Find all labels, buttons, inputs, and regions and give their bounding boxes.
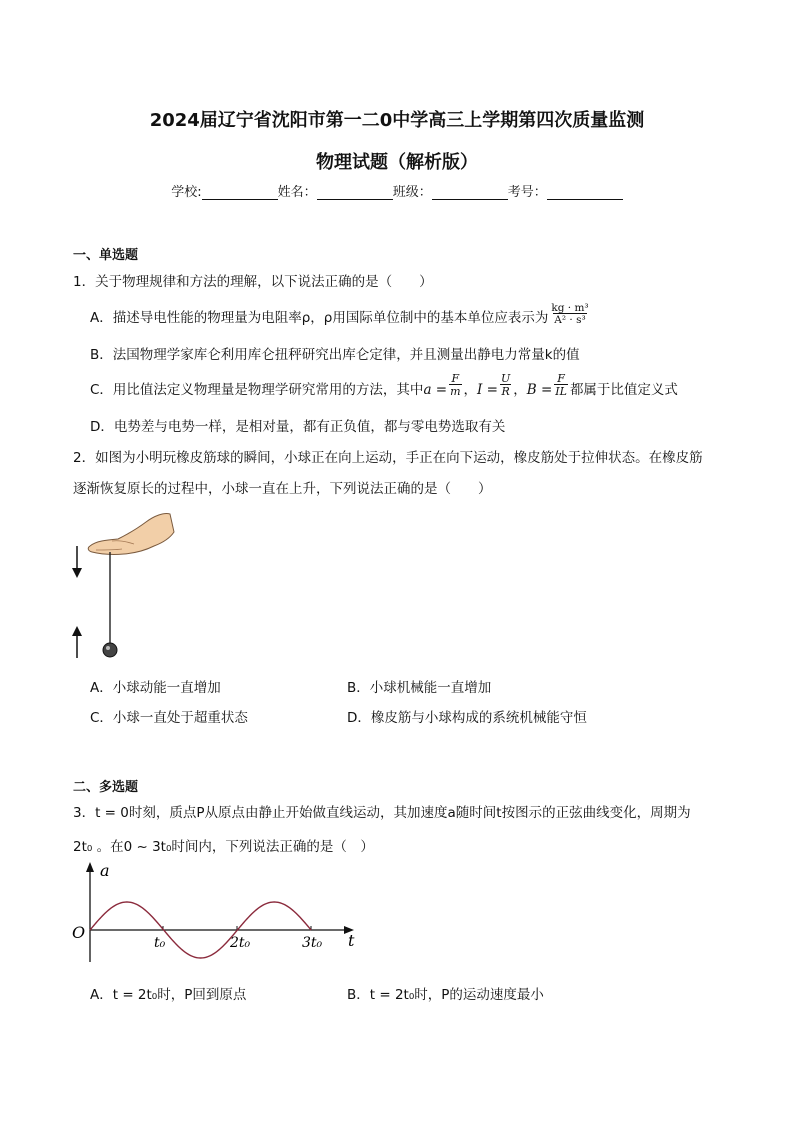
q1-option-b: B．法国物理学家库仑利用库仑扭秤研究出库仑定律，并且测量出静电力常量k的值: [90, 347, 580, 363]
q1-stem: 1．关于物理规律和方法的理解，以下说法正确的是（ ）: [73, 274, 433, 290]
q1-option-a-text: A．描述导电性能的物理量为电阻率ρ，ρ用国际单位制中的基本单位应表示为: [90, 310, 549, 326]
q2-option-d: D．橡皮筋与小球构成的系统机械能守恒: [347, 710, 587, 726]
tick-label-2t0: 2t₀: [230, 935, 251, 951]
rubber-ball-figure: [66, 510, 186, 665]
student-info-line: [0, 181, 794, 200]
y-axis-arrow-icon: [86, 862, 94, 872]
name-field[interactable]: [317, 185, 393, 200]
class-label: 班级：: [392, 185, 432, 200]
formula-b: $\frac{F}{IL}$: [555, 372, 567, 398]
tick-label-t0: t₀: [154, 935, 166, 951]
q3-stem-line2: 2t₀ 。在0 ~ 3t₀时间内，下列说法正确的是（ ）: [73, 839, 374, 855]
q3-option-a: A．t = 2t₀时，P回到原点: [90, 987, 247, 1003]
number-field[interactable]: [547, 185, 623, 200]
q1-option-d: D．电势差与电势一样，是相对量，都有正负值，都与零电势选取有关: [90, 419, 506, 435]
q2-option-b: B．小球机械能一直增加: [347, 680, 492, 696]
tick-label-3t0: 3t₀: [302, 935, 323, 951]
section-heading-multiple: 二、多选题: [73, 780, 139, 795]
q2-stem-line2: 逐渐恢复原长的过程中，小球一直在上升，下列说法正确的是（ ）: [73, 481, 492, 497]
formula-a: $\frac{F}{m}$: [450, 372, 461, 398]
page-title: 2024届辽宁省沈阳市第一二0中学高三上学期第四次质量监测: [149, 110, 645, 131]
q1-option-a: [90, 301, 592, 326]
acceleration-time-graph: [66, 858, 366, 970]
page-subtitle: 物理试题（解析版）: [316, 152, 478, 173]
section-heading-single: 一、单选题: [73, 248, 139, 263]
name-label: 姓名：: [277, 185, 317, 200]
q2-option-c: C．小球一直处于超重状态: [90, 710, 248, 726]
school-label: 学校:: [171, 185, 202, 200]
y-axis-label: a: [100, 861, 110, 880]
ball-icon: [103, 643, 117, 657]
school-field[interactable]: [202, 185, 278, 200]
q2-option-a: A．小球动能一直增加: [90, 680, 221, 696]
q3-stem-line1: 3．t = 0时刻，质点P从原点由静止开始做直线运动，其加速度a随时间t按图示的正弦曲线变化，周期为: [73, 805, 691, 821]
x-axis-label: t: [348, 931, 355, 950]
up-arrow-icon: [72, 626, 82, 658]
q1-unit-fraction: $\frac{\text{kg · m³}}{\text{A² · s³}}$: [551, 301, 589, 326]
q2-stem-line1: 2．如图为小明玩橡皮筋球的瞬间，小球正在向上运动，手正在向下运动，橡皮筋处于拉伸状态。在橡皮筋: [73, 450, 703, 466]
formula-i: $\frac{U}{R}$: [500, 372, 511, 398]
origin-label: O: [72, 923, 86, 942]
number-label: 考号：: [507, 185, 547, 200]
hand-icon: [88, 513, 174, 554]
q3-option-b: B．t = 2t₀时，P的运动速度最小: [347, 987, 544, 1003]
down-arrow-icon: [72, 546, 82, 578]
q1-option-c: C．用比值法定义物理量是物理学研究常用的方法，其中a = $\frac{F}{m}$ ，I = $\frac{U}{R}$ ，B = $\frac{F}{IL}$ 都属于比值定义式: [90, 372, 678, 398]
class-field[interactable]: [432, 185, 508, 200]
